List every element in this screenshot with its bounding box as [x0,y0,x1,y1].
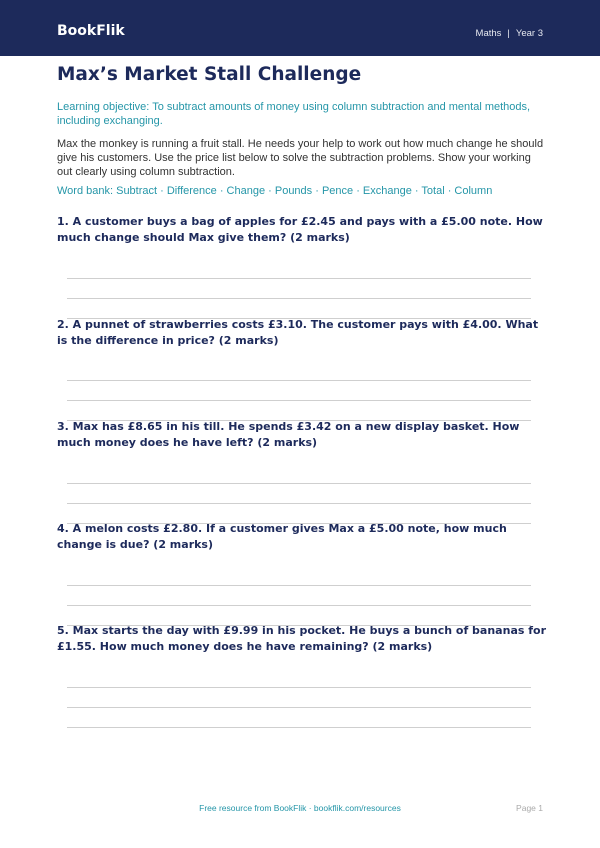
page-title: Max’s Market Stall Challenge [57,64,362,85]
answer-line[interactable] [67,727,531,728]
answer-line[interactable] [67,483,531,484]
question-2 [57,317,547,349]
question-text: 5. Max starts the day with £9.99 in his pocket. He buys a bunch of bananas for £1.55. How much money does he have remaining? (2 marks) [57,624,547,653]
subject-label: Maths [475,28,502,39]
answer-line[interactable] [67,605,531,606]
answer-line[interactable] [67,585,531,586]
question-text: 4. A melon costs £2.80. If a customer gives Max a £5.00 note, how much change is due? (2 marks) [57,522,507,551]
year-label: Year 3 [515,28,543,39]
question-1 [57,214,547,246]
header-meta [476,28,543,39]
page-header [0,0,600,56]
intro-paragraph: Max the monkey is running a fruit stall. He needs your help to work out how much change he should give his customers. Use the price list below to solve the subtraction problems. Show your working out clearly using column subtraction. [57,138,544,178]
answer-line[interactable] [67,278,531,279]
answer-line[interactable] [67,298,531,299]
answer-line[interactable] [67,503,531,504]
footer-link[interactable]: Free resource from BookFlik · bookflik.com/resources [199,803,401,813]
brand-logo: BookFlik [57,23,125,39]
question-text: 3. Max has £8.65 in his till. He spends £3.42 on a new display basket. How much money does he have left? (2 marks) [57,420,520,449]
word-bank: Word bank: Subtract · Difference · Change · Pounds · Pence · Exchange · Total · Column [57,185,493,197]
question-text: 1. A customer buys a bag of apples for £2.45 and pays with a £5.00 note. How much change should Max give them? (2 marks) [57,215,543,244]
answer-line[interactable] [67,707,531,708]
answer-line[interactable] [67,380,531,381]
question-4 [57,521,547,553]
question-5 [57,623,547,655]
page-number: Page 1 [516,803,543,813]
meta-separator: | [507,28,510,39]
answer-line[interactable] [67,687,531,688]
question-text: 2. A punnet of strawberries costs £3.10. The customer pays with £4.00. What is the difference in price? (2 marks) [57,318,539,347]
question-3 [57,419,547,451]
answer-line[interactable] [67,400,531,401]
learning-objective: Learning objective: To subtract amounts of money using column subtraction and mental methods, including exchanging. [57,101,531,127]
